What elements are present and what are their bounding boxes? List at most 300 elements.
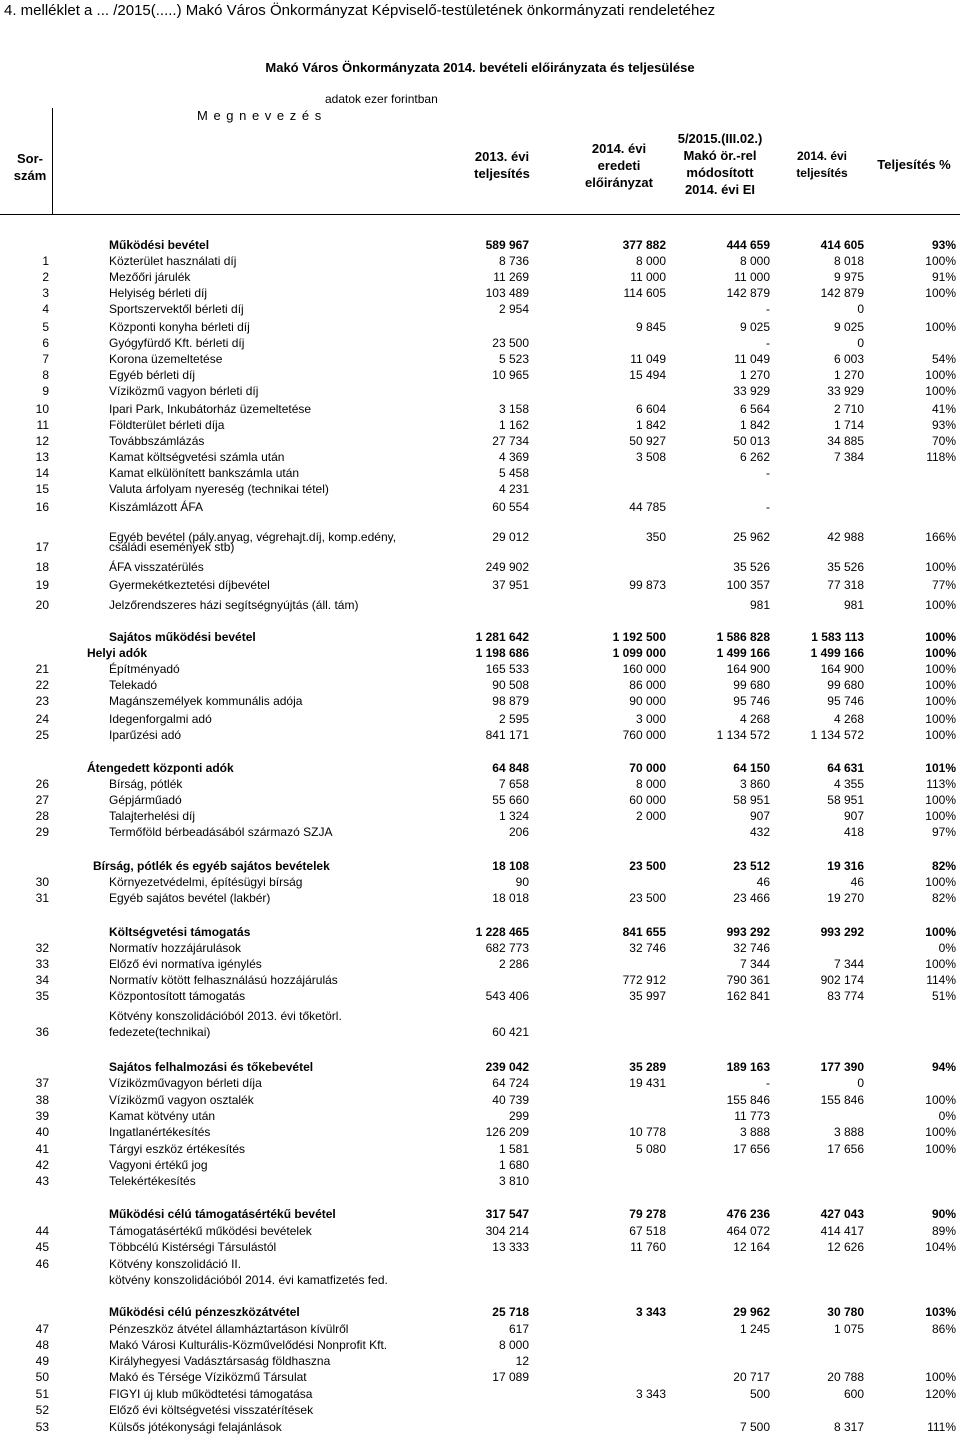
megnevezes-header: M e g n e v e z é s [197, 108, 323, 123]
row-value-col0: 1 324 [498, 809, 529, 823]
row-value-col2: 6 564 [739, 402, 770, 416]
header-sorszam-line2: szám [13, 168, 47, 183]
row-label: Sajátos működési bevétel [109, 630, 256, 644]
table-row [0, 891, 960, 906]
row-number: 25 [35, 728, 49, 742]
row-number: 35 [35, 989, 49, 1003]
table-row [0, 728, 960, 743]
row-value-col0: 90 508 [492, 678, 529, 692]
row-number: 10 [35, 402, 49, 416]
row-value-col2: 500 [749, 1387, 770, 1401]
row-value-col0: 2 286 [498, 957, 529, 971]
row-number: 37 [35, 1076, 49, 1090]
row-value-col2: 432 [749, 825, 770, 839]
row-value-col2: - [766, 1076, 770, 1090]
row-label: Kamat elkülönített bankszámla után [109, 466, 300, 480]
row-value-col2: 9 025 [739, 320, 770, 334]
row-value-col3: 414 417 [820, 1224, 864, 1238]
table-row [0, 859, 960, 874]
row-value-col2: 23 512 [733, 859, 770, 873]
row-number: 40 [35, 1125, 49, 1139]
header-c1-line3: előirányzat [585, 175, 653, 190]
table-row [0, 540, 960, 555]
table-row [0, 500, 960, 515]
row-value-col0: 10 965 [492, 368, 529, 382]
row-value-col3: 0 [857, 302, 864, 316]
row-value-col4: 100% [925, 875, 956, 889]
row-value-col3: 7 344 [833, 957, 864, 971]
row-number: 52 [35, 1403, 49, 1417]
row-label: Átengedett központi adók [87, 761, 234, 775]
table-row [0, 302, 960, 317]
row-value-col4: 100% [925, 1093, 956, 1107]
row-value-col1: 760 000 [622, 728, 666, 742]
row-label: Földterület bérleti díja [109, 418, 225, 432]
row-value-col0: 27 734 [492, 434, 529, 448]
row-value-col3: 142 879 [820, 286, 864, 300]
row-value-col1: 90 000 [629, 694, 666, 708]
row-label: Gyermekétkeztetési díjbevétel [109, 578, 270, 592]
header-c0-line2: teljesítés [474, 166, 530, 181]
table-row [0, 1174, 960, 1189]
row-label: Magánszemélyek kommunális adója [109, 694, 303, 708]
row-value-col2: 444 659 [726, 238, 770, 252]
row-value-col3: 907 [843, 809, 864, 823]
row-label: Királyhegyesi Vadásztársaság földhaszna [109, 1354, 331, 1368]
row-label: Helyiség bérleti díj [109, 286, 208, 300]
row-value-col2: - [766, 302, 770, 316]
row-value-col1: 10 778 [629, 1125, 666, 1139]
row-value-col4: 100% [925, 598, 956, 612]
row-label: Egyéb bevétel (pály.anyag, végrehajt.díj, komp.edény, [109, 530, 397, 544]
row-label: Továbbszámlázás [109, 434, 205, 448]
table-row [0, 1158, 960, 1173]
row-value-col4: 97% [931, 825, 956, 839]
row-value-col1: 23 500 [629, 891, 666, 905]
row-label: Kamat költségvetési számla után [109, 450, 285, 464]
unit-note: adatok ezer forintban [325, 92, 438, 106]
table-row [0, 1093, 960, 1108]
row-number: 4 [42, 302, 49, 316]
row-label: Normatív kötött felhasználású hozzájárulás [109, 973, 338, 987]
row-value-col0: 103 489 [485, 286, 529, 300]
row-number: 30 [35, 875, 49, 889]
row-value-col2: 11 000 [734, 270, 770, 284]
row-number: 33 [35, 957, 49, 971]
row-value-col1: 70 000 [629, 761, 666, 775]
row-value-col1: 67 518 [629, 1224, 666, 1238]
header-c2-line2: Makó ör.-rel [683, 148, 757, 163]
row-value-col1: 5 080 [635, 1142, 666, 1156]
row-value-col3: 177 390 [820, 1060, 864, 1074]
row-value-col4: 100% [925, 368, 956, 382]
row-label: Mezőőri járulék [109, 270, 191, 284]
row-value-col0: 4 231 [498, 482, 529, 496]
row-value-col0: 64 848 [492, 761, 529, 775]
row-value-col1: 44 785 [629, 500, 666, 514]
row-value-col3: 9 975 [833, 270, 864, 284]
row-value-col4: 94% [931, 1060, 956, 1074]
row-value-col0: 3 158 [498, 402, 529, 416]
row-value-col4: 0% [938, 941, 956, 955]
row-value-col0: 1 680 [498, 1158, 529, 1172]
row-value-col3: 418 [843, 825, 864, 839]
row-value-col0: 299 [508, 1109, 529, 1123]
row-number: 9 [42, 384, 49, 398]
row-number: 29 [35, 825, 49, 839]
row-value-col2: - [766, 466, 770, 480]
row-value-col2: 476 236 [726, 1207, 770, 1221]
row-value-col0: 2 954 [498, 302, 529, 316]
row-number: 28 [35, 809, 49, 823]
row-label: Valuta árfolyam nyereség (technikai tétel) [109, 482, 329, 496]
row-number: 47 [35, 1322, 49, 1336]
table-row [0, 793, 960, 808]
row-label: Talajterhelési díj [109, 809, 196, 823]
row-value-col1: 50 927 [629, 434, 666, 448]
row-value-col3: 1 714 [833, 418, 864, 432]
row-number: 46 [35, 1257, 49, 1271]
row-value-col3: 4 355 [833, 777, 864, 791]
row-value-col3: 1 075 [833, 1322, 864, 1336]
row-value-col3: 1 499 166 [810, 646, 864, 660]
row-value-col2: 981 [749, 598, 770, 612]
row-value-col3: 77 318 [827, 578, 864, 592]
row-value-col1: 11 760 [630, 1240, 666, 1254]
row-number: 23 [35, 694, 49, 708]
table-row [0, 925, 960, 940]
row-number: 41 [35, 1142, 49, 1156]
row-value-col2: 33 929 [733, 384, 770, 398]
row-value-col3: 2 710 [833, 402, 864, 416]
row-label: Vagyoni értékű jog [109, 1158, 208, 1172]
row-number: 8 [42, 368, 49, 382]
row-value-col0: 589 967 [485, 238, 529, 252]
row-value-col0: 304 214 [485, 1224, 529, 1238]
row-value-col3: 155 846 [820, 1093, 864, 1107]
row-value-col3: 9 025 [833, 320, 864, 334]
row-label: kötvény konszolidációból 2014. évi kamatfizetés fed. [109, 1273, 388, 1287]
table-row [0, 1354, 960, 1369]
row-label: Normatív hozzájárulások [109, 941, 242, 955]
row-value-col1: 15 494 [629, 368, 666, 382]
row-value-col0: 2 595 [498, 712, 529, 726]
row-number: 51 [35, 1387, 49, 1401]
row-value-col0: 60 554 [492, 500, 529, 514]
row-number: 7 [42, 352, 49, 366]
row-label: Kiszámlázott ÁFA [109, 500, 204, 514]
table-row [0, 1009, 960, 1024]
table-row [0, 989, 960, 1004]
row-value-col4: 100% [925, 662, 956, 676]
row-value-col4: 90% [931, 1207, 956, 1221]
row-label: Közterület használati díj [109, 254, 237, 268]
row-value-col3: 33 929 [827, 384, 864, 398]
table-row [0, 1273, 960, 1288]
table-row [0, 1322, 960, 1337]
row-value-col2: 790 361 [726, 973, 770, 987]
header-c4-line1: Teljesítés % [877, 157, 951, 172]
row-value-col1: 79 278 [629, 1207, 666, 1221]
row-value-col0: 64 724 [492, 1076, 529, 1090]
row-label: Egyéb sajátos bevétel (lakbér) [109, 891, 271, 905]
table-row [0, 1060, 960, 1075]
row-value-col4: 100% [925, 646, 956, 660]
table-row [0, 678, 960, 693]
row-value-col1: 19 431 [629, 1076, 666, 1090]
row-value-col1: 99 873 [629, 578, 666, 592]
row-value-col2: 11 773 [734, 1109, 770, 1123]
row-value-col4: 100% [925, 678, 956, 692]
row-label: Víziközmű vagyon bérleti díj [109, 384, 259, 398]
table-row [0, 761, 960, 776]
row-value-col2: 993 292 [726, 925, 770, 939]
table-row [0, 1142, 960, 1157]
row-label: Bírság, pótlék [109, 777, 183, 791]
header-c1-line1: 2014. évi [591, 141, 647, 156]
row-value-col1: 350 [645, 530, 666, 544]
table-row [0, 646, 960, 661]
row-value-col3: 17 656 [827, 1142, 864, 1156]
row-number: 20 [35, 598, 49, 612]
row-value-col4: 89% [931, 1224, 956, 1238]
row-value-col4: 114% [926, 973, 956, 987]
row-value-col4: 100% [925, 712, 956, 726]
row-value-col2: 23 466 [733, 891, 770, 905]
row-value-col2: 164 900 [726, 662, 770, 676]
row-value-col1: 11 000 [630, 270, 666, 284]
row-label: Pénzeszköz átvétel államháztartáson kívülről [109, 1322, 349, 1336]
row-value-col4: 120% [925, 1387, 956, 1401]
row-label: Gyógyfürdő Kft. bérleti díj [109, 336, 245, 350]
row-label: családi események stb) [109, 540, 235, 554]
row-number: 14 [35, 466, 49, 480]
row-label: Helyi adók [87, 646, 148, 660]
table-row [0, 402, 960, 417]
row-value-col4: 100% [925, 286, 956, 300]
row-value-col3: 6 003 [833, 352, 864, 366]
row-value-col3: 19 270 [827, 891, 864, 905]
header-c1-line2: eredeti [597, 158, 641, 173]
row-number: 34 [35, 973, 49, 987]
header-sorszam-line1: Sor- [17, 151, 43, 166]
row-number: 6 [42, 336, 49, 350]
row-value-col3: 1 583 113 [811, 630, 864, 644]
row-value-col0: 13 333 [492, 1240, 529, 1254]
row-number: 27 [35, 793, 49, 807]
row-label: Központosított támogatás [109, 989, 246, 1003]
table-row [0, 1387, 960, 1402]
row-number: 42 [35, 1158, 49, 1172]
row-value-col1: 3 000 [635, 712, 666, 726]
row-number: 32 [35, 941, 49, 955]
row-value-col0: 29 012 [492, 530, 529, 544]
row-value-col1: 1 842 [635, 418, 666, 432]
row-number: 19 [35, 578, 49, 592]
row-label: Iparűzési adó [109, 728, 182, 742]
row-value-col4: 111% [927, 1420, 956, 1434]
row-value-col1: 60 000 [629, 793, 666, 807]
table-row [0, 1109, 960, 1124]
row-label: fedezete(technikai) [109, 1025, 211, 1039]
row-label: Telekértékesítés [109, 1174, 196, 1188]
row-label: Telekadó [109, 678, 158, 692]
row-value-col0: 5 523 [498, 352, 529, 366]
row-number: 5 [42, 320, 49, 334]
row-label: Makó és Térsége Víziközmű Társulat [109, 1370, 307, 1384]
row-label: ÁFA visszatérülés [109, 560, 204, 574]
row-value-col3: 0 [857, 336, 864, 350]
row-value-col0: 17 089 [492, 1370, 529, 1384]
row-value-col2: 58 951 [733, 793, 770, 807]
row-value-col2: 25 962 [733, 530, 770, 544]
row-label: Korona üzemeltetése [109, 352, 223, 366]
table-row [0, 825, 960, 840]
row-value-col3: 20 788 [827, 1370, 864, 1384]
table-row [0, 1338, 960, 1353]
row-value-col2: 12 164 [733, 1240, 770, 1254]
header-c3-line2: teljesítés [796, 166, 848, 180]
row-value-col0: 8 736 [498, 254, 529, 268]
row-value-col0: 5 458 [498, 466, 529, 480]
table-row [0, 270, 960, 285]
row-number: 44 [35, 1224, 49, 1238]
header-c2-line4: 2014. évi EI [684, 182, 756, 197]
table-row [0, 1370, 960, 1385]
row-value-col1: 11 049 [630, 352, 666, 366]
row-value-col3: 1 134 572 [810, 728, 864, 742]
table-row [0, 973, 960, 988]
row-value-col0: 165 533 [485, 662, 529, 676]
row-number: 48 [35, 1338, 49, 1352]
row-value-col0: 126 209 [485, 1125, 529, 1139]
row-value-col3: 19 316 [827, 859, 864, 873]
row-value-col0: 37 951 [492, 578, 529, 592]
row-value-col4: 100% [925, 1142, 956, 1156]
row-value-col4: 70% [931, 434, 956, 448]
row-value-col0: 3 810 [498, 1174, 529, 1188]
table-row [0, 1403, 960, 1418]
row-number: 31 [35, 891, 49, 905]
row-label: FIGYI új klub működtetési támogatása [109, 1387, 313, 1401]
row-label: Gépjárműadó [109, 793, 182, 807]
row-value-col2: 464 072 [726, 1224, 770, 1238]
row-value-col4: 100% [925, 728, 956, 742]
row-value-col0: 841 171 [485, 728, 529, 742]
row-value-col3: 58 951 [827, 793, 864, 807]
row-value-col4: 93% [931, 418, 956, 432]
row-value-col0: 55 660 [492, 793, 529, 807]
row-value-col0: 18 018 [492, 891, 529, 905]
row-value-col0: 317 547 [485, 1207, 529, 1221]
table-row [0, 598, 960, 613]
table-row [0, 238, 960, 253]
row-value-col3: 7 384 [833, 450, 864, 464]
table-row [0, 560, 960, 575]
row-value-col0: 23 500 [492, 336, 529, 350]
row-label: Támogatásértékű működési bevételek [109, 1224, 312, 1238]
row-value-col4: 104% [925, 1240, 956, 1254]
row-value-col1: 1 192 500 [612, 630, 666, 644]
row-value-col1: 23 500 [629, 859, 666, 873]
row-number: 3 [42, 286, 49, 300]
row-number: 17 [35, 540, 49, 554]
row-value-col4: 100% [925, 254, 956, 268]
row-value-col1: 6 604 [635, 402, 666, 416]
row-value-col3: 414 605 [820, 238, 864, 252]
page-top-title: 4. melléklet a ... /2015(.....) Makó Város Önkormányzat Képviselő-testületének önkormányzati rendeletéhez [4, 2, 716, 19]
table-row [0, 1025, 960, 1040]
row-value-col2: 32 746 [733, 941, 770, 955]
row-value-col4: 100% [925, 925, 956, 939]
row-value-col2: 3 860 [739, 777, 770, 791]
row-value-col1: 8 000 [635, 254, 666, 268]
row-label: Ingatlanértékesítés [109, 1125, 211, 1139]
row-value-col2: 907 [749, 809, 770, 823]
row-value-col0: 11 269 [493, 270, 529, 284]
row-label: Költségvetési támogatás [109, 925, 251, 939]
row-value-col1: 114 605 [623, 286, 666, 300]
table-row [0, 482, 960, 497]
row-number: 11 [36, 418, 49, 432]
row-number: 36 [35, 1025, 49, 1039]
table-row [0, 466, 960, 481]
row-value-col2: - [766, 336, 770, 350]
table-row [0, 434, 960, 449]
row-value-col1: 3 343 [635, 1305, 666, 1319]
row-value-col0: 4 369 [498, 450, 529, 464]
row-number: 53 [35, 1420, 49, 1434]
row-value-col4: 51% [931, 989, 956, 1003]
row-label: Termőföld bérbeadásából származó SZJA [109, 825, 333, 839]
row-value-col2: 1 499 166 [716, 646, 770, 660]
row-value-col2: 11 049 [734, 352, 770, 366]
row-value-col1: 86 000 [629, 678, 666, 692]
table-row [0, 1257, 960, 1272]
row-label: Építményadó [109, 662, 180, 676]
row-value-col1: 35 289 [629, 1060, 666, 1074]
row-label: Működési célú támogatásértékű bevétel [109, 1207, 336, 1221]
row-value-col0: 617 [508, 1322, 529, 1336]
row-number: 26 [35, 777, 49, 791]
row-value-col1: 2 000 [635, 809, 666, 823]
row-value-col4: 166% [925, 530, 956, 544]
row-value-col4: 82% [931, 859, 956, 873]
row-value-col4: 100% [925, 957, 956, 971]
table-row [0, 712, 960, 727]
row-value-col4: 100% [925, 320, 956, 334]
row-value-col4: 41% [931, 402, 956, 416]
row-label: Bírság, pótlék és egyéb sajátos bevételek [93, 859, 330, 873]
row-value-col4: 100% [925, 384, 956, 398]
table-row [0, 875, 960, 890]
row-value-col0: 60 421 [492, 1025, 529, 1039]
row-label: Előző évi költségvetési visszatérítések [109, 1403, 314, 1417]
table-row [0, 418, 960, 433]
row-value-col2: 100 357 [726, 578, 770, 592]
table-row [0, 1224, 960, 1239]
row-value-col1: 3 508 [635, 450, 666, 464]
table-row [0, 630, 960, 645]
row-value-col4: 113% [926, 777, 956, 791]
row-value-col3: 95 746 [827, 694, 864, 708]
row-value-col4: 100% [925, 793, 956, 807]
row-value-col3: 46 [850, 875, 864, 889]
row-value-col0: 543 406 [485, 989, 529, 1003]
row-value-col3: 4 268 [833, 712, 864, 726]
row-value-col2: 7 500 [739, 1420, 770, 1434]
row-value-col2: 1 842 [739, 418, 770, 432]
